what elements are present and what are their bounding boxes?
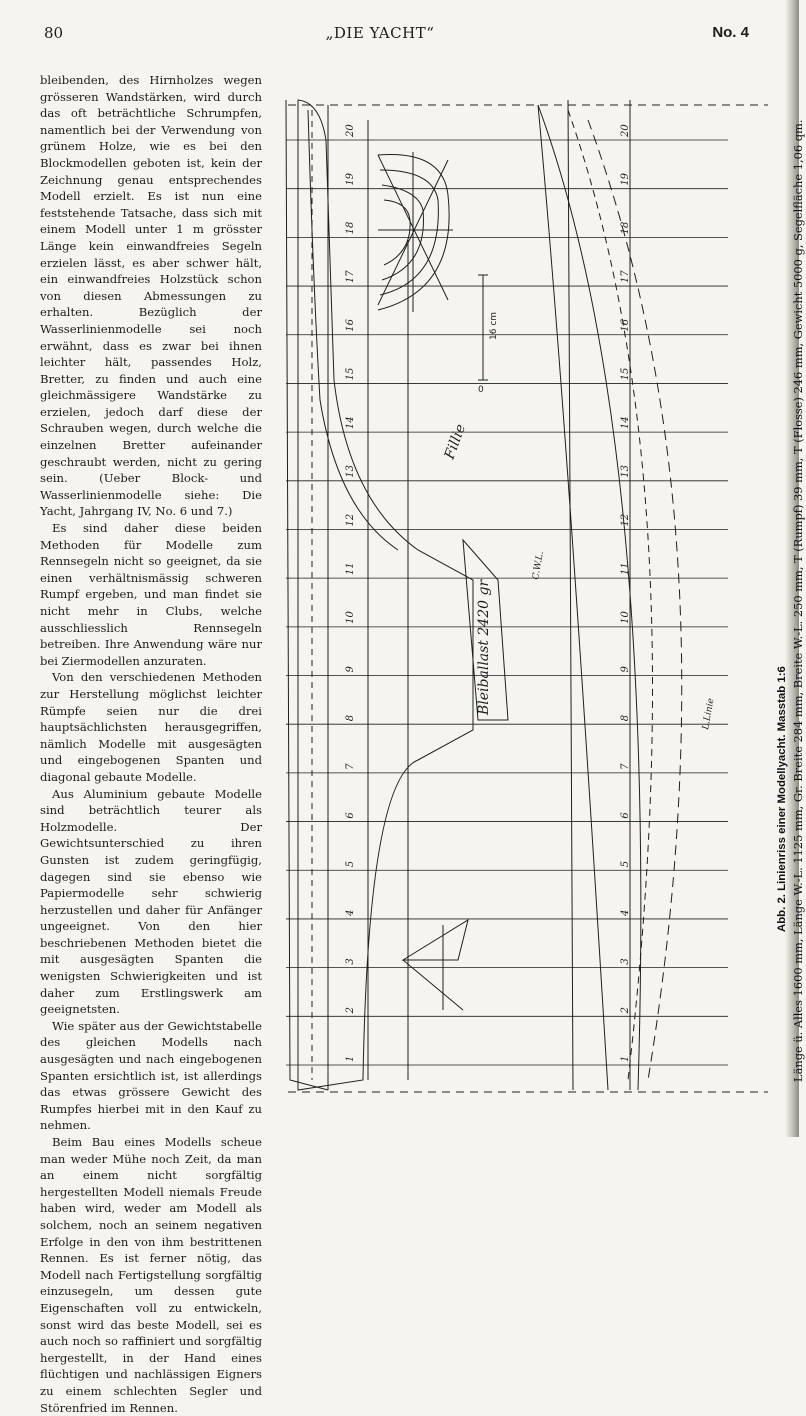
- station-number: 17: [345, 270, 356, 284]
- lines-plan-drawing: [268, 80, 768, 1110]
- station-number: 14: [620, 416, 631, 430]
- ballast-label: Bleiballast 2420 gr: [476, 579, 492, 715]
- station-number: 10: [620, 611, 631, 624]
- station-number: 19: [620, 172, 631, 186]
- sail-sketch: [403, 920, 468, 1010]
- grid-vertical: [328, 105, 408, 1090]
- text-column: [40, 72, 262, 1416]
- station-number: 15: [620, 367, 631, 381]
- paragraph: Es sind daher diese beiden Methoden für Modelle zum Rennsegeln nicht so geeignet, da sie einen verhältnismässig schweren Rumpf ergeben, und man findet sie nicht mehr in Clubs, welche ausschliesslich Rennsegeln betreiben. Ihre Anwendung wäre nur bei Ziermodellen anzuraten.: [40, 521, 262, 668]
- station-number: 15: [345, 367, 356, 381]
- station-number: 5: [620, 860, 631, 868]
- station-number: 1: [345, 1055, 356, 1062]
- paragraph: Beim Bau eines Modells scheue man weder Mühe noch Zeit, da man an einem nicht sorgfältig hergestellten Modell niemals Freude haben wird, weder am Modell als solchem, noch an seinem negativen Erfolge in den von ihm bestrittenen Rennen. Es ist ferner nötig, das Modell nach Fertigstellung sorgfältig einzusegeln, um dessen gute Eigenschaften voll zu entwickeln, sonst wird das beste Modell, sei es auch noch so raffiniert und sorgfältig hergestellt, in der Hand eines flüchtigen und nachlässigen Eigners zu einem schlechten Segler und Störenfried im Rennen.: [40, 1135, 262, 1415]
- station-number: 11: [620, 562, 631, 576]
- lwl-label: L.Linie: [701, 697, 717, 731]
- station-number: 18: [620, 221, 631, 235]
- scale-zero: 0: [478, 385, 484, 395]
- signature: Fillie: [441, 422, 470, 462]
- station-number: 16: [620, 319, 631, 332]
- paragraph: Von den verschiedenen Methoden zur Herstellung möglichst leichter Rümpfe seien nur die drei hauptsächlichsten herausgegriffen, nämlich Modelle mit ausgesägten und eingebogenen Spanten und diagonal gebaute Modelle.: [40, 670, 262, 784]
- profile-sheer: [286, 100, 328, 1090]
- caption-dimensions: Länge ü. Alles 1600 mm, Länge W.-L. 1125 mm, Gr. Breite 284 mm, Breite W.-L. 250 mm, T (Rumpf) 39 mm, T (Flosse) 246 mm, Gewicht 5000 g, Segelfläche 1,06 qm.: [791, 119, 805, 1082]
- issue-number: No. 4: [712, 24, 749, 41]
- station-number: 6: [620, 812, 631, 819]
- profile-outline: [298, 100, 473, 1090]
- station-number: 20: [345, 124, 356, 137]
- station-number: 10: [345, 611, 356, 624]
- station-number: 9: [620, 666, 631, 673]
- station-number: 20: [620, 124, 631, 137]
- station-number: 1: [620, 1055, 631, 1062]
- station-number: 13: [345, 465, 356, 478]
- station-number: 19: [345, 172, 356, 186]
- station-number: 7: [345, 763, 356, 770]
- journal-title: „DIE YACHT“: [325, 24, 435, 42]
- station-number: 18: [345, 221, 356, 235]
- station-number: 3: [345, 958, 356, 965]
- station-number: 6: [345, 812, 356, 819]
- paragraph: bleibenden, des Hirnholzes wegen grösseren Wandstärken, wird durch das oft beträchtliche Schrumpfen, namentlich bei der Verwendung von grünem Holze, wie es bei den Blockmodellen geboten ist, kein der Zeichnung genau entsprechendes Modell erzielt. Es ist nun eine feststehende Tatsache, dass sich mit einem Modell unter 1 m grösster Länge kein einwandfreies Segeln erzielen lässt, es aber schwer hält, ein einwandfreies Holzstück schon von diesen Abmessungen zu erhalten. Bezüglich der Wasserlinienmodelle sei noch erwähnt, dass es zwar bei ihnen leichter hält, passendes Holz, Bretter, zu finden und auch eine gleichmässigere Wandstärke zu erzielen, jedoch darf diese der Schrauben wegen, durch welche die einzelnen Bretter aufeinander geschraubt werden, nicht zu gering sein. (Ueber Block- und Wasserlinienmodelle siehe: Die Yacht, Jahrgang IV, No. 6 und 7.): [40, 73, 262, 519]
- station-number: 13: [620, 465, 631, 478]
- caption-title: Abb. 2. Linienriss einer Modellyacht. Masstab 1:6: [776, 666, 788, 932]
- figure-caption: [773, 82, 806, 1082]
- station-number: 11: [345, 562, 356, 576]
- station-number: 2: [620, 1006, 631, 1014]
- cwl-label: C.W.L.: [531, 550, 546, 581]
- paragraph: Wie später aus der Gewichtstabelle des gleichen Modells nach ausgesägten und nach eingebogenen Spanten ersichtlich ist, ist allerdings das etwas grössere Gewicht des Rumpfes hierbei mit in den Kauf zu nehmen.: [40, 1018, 262, 1133]
- scale-label: 16 cm: [489, 311, 499, 340]
- plan-view-outline: [538, 105, 641, 1090]
- station-number: 8: [620, 714, 631, 722]
- grid-dashed: [288, 105, 768, 1092]
- station-number: 16: [345, 319, 356, 332]
- plan-view-outline-2: [538, 105, 608, 1090]
- station-number: 4: [345, 909, 356, 916]
- station-number: 12: [345, 513, 356, 527]
- station-number: 14: [345, 416, 356, 430]
- station-number: 2: [345, 1006, 356, 1014]
- station-number: 9: [345, 666, 356, 673]
- scale-bar: [478, 275, 488, 380]
- station-number: 17: [620, 270, 631, 284]
- station-number: 3: [620, 958, 631, 965]
- station-number: 12: [620, 513, 631, 527]
- station-number: 5: [345, 860, 356, 868]
- paragraph: Aus Aluminium gebaute Modelle sind beträchtlich teurer als Holzmodelle. Der Gewichtsunterschied zu ihren Gunsten ist zudem geringfügig, dagegen sind sie ebenso wie Papiermodelle sehr schwierig herzustellen und daher für Anfänger ungeeignet. Von den hier beschriebenen Methoden bietet die mit ausgesägten Spanten die wenigsten Schwierigkeiten und ist daher zum Erstlingswerk am geeignetsten.: [40, 786, 262, 1017]
- station-number: 8: [345, 714, 356, 722]
- station-number: 4: [620, 909, 631, 916]
- plan-view-outline-3: [568, 110, 653, 1080]
- page-number: 80: [44, 24, 64, 42]
- plan-view-waterline: [588, 120, 682, 1080]
- station-number: 7: [620, 763, 631, 770]
